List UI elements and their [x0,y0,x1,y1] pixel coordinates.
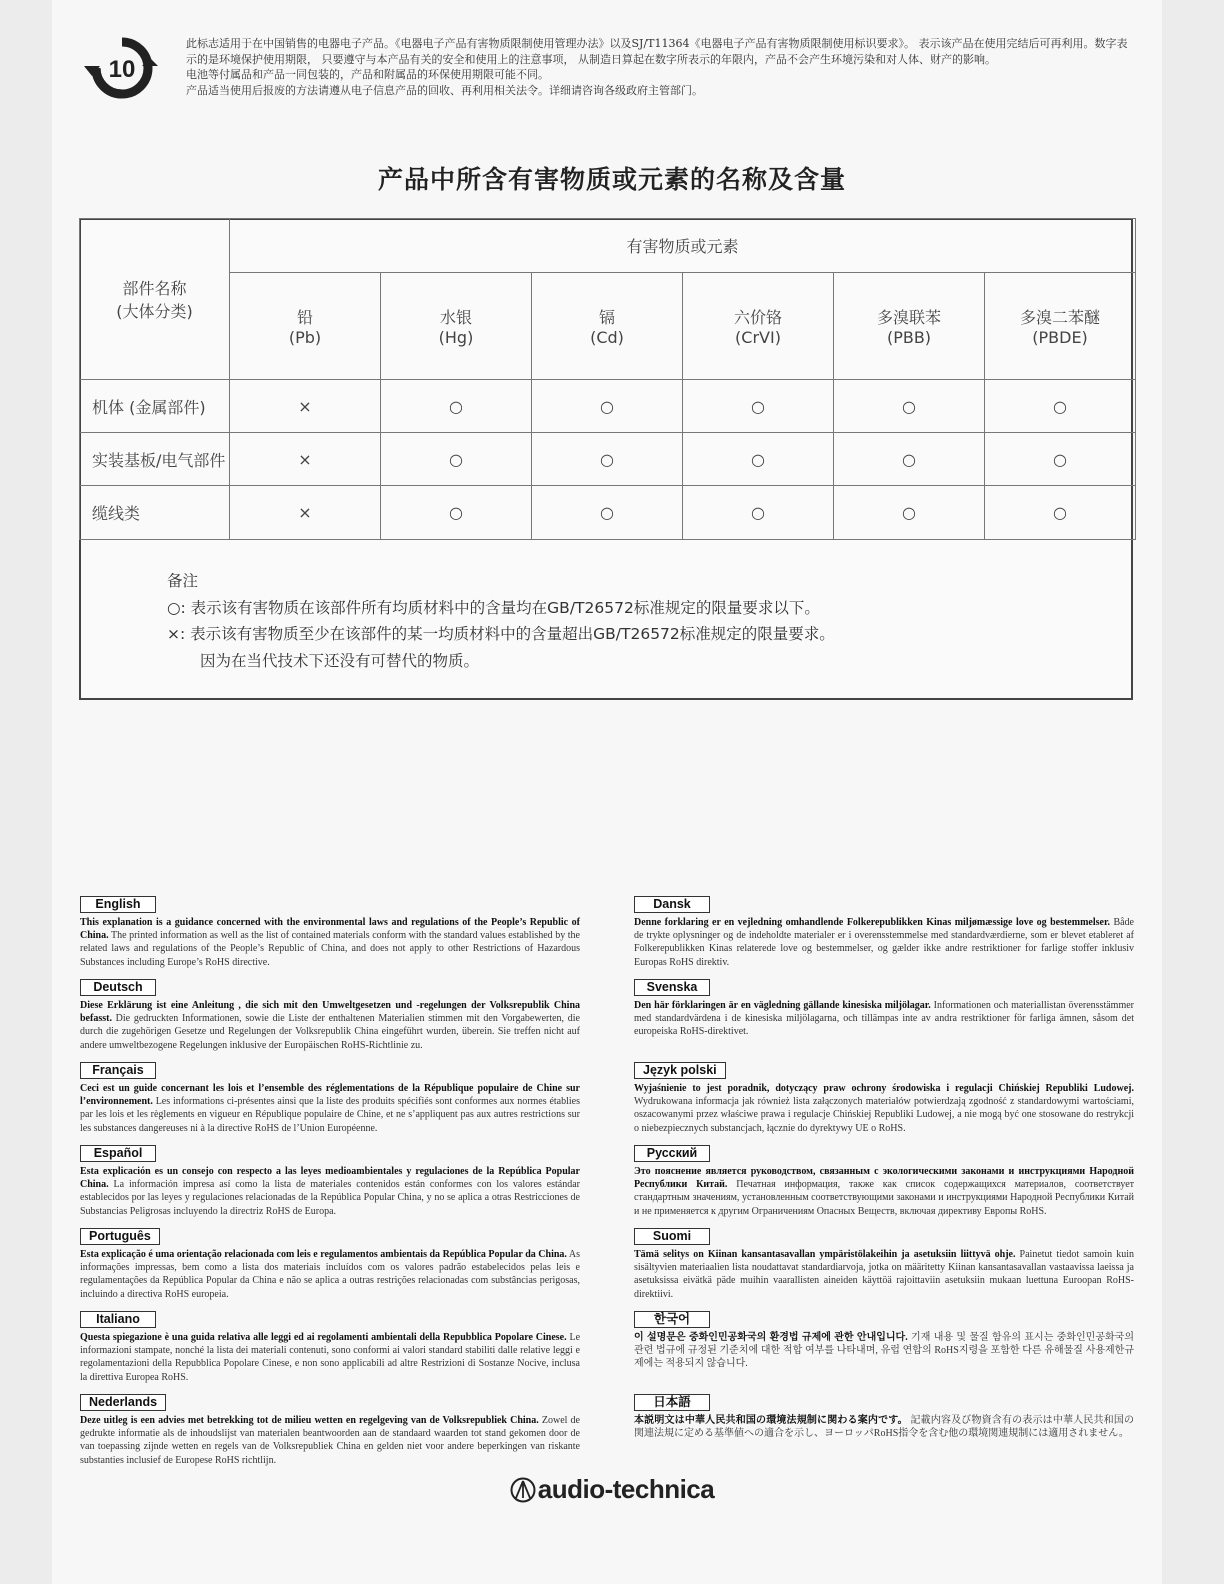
column-header: 多溴联苯 (PBB) [834,273,985,380]
table-cell: ○ [834,433,985,486]
language-tag: Русский [634,1145,710,1162]
language-tag: English [80,896,156,913]
language-tag: 日本語 [634,1394,710,1411]
language-tag: Nederlands [80,1394,166,1411]
column-header: 六价铬 (CrVI) [683,273,834,380]
column-header: 多溴二苯醚 (PBDE) [985,273,1136,380]
table-cell: ○ [381,380,532,433]
table-cell: ○ [532,380,683,433]
language-tag: Dansk [634,896,710,913]
part-header-cell [80,219,230,380]
brand-logo [0,1474,1224,1505]
table-cell: ○ [985,380,1136,433]
part-header-sub: (大体分类) [116,302,193,321]
language-tag: Português [80,1228,160,1245]
table-cell: ○ [683,380,834,433]
row-part-label: 缆线类 [80,486,230,540]
column-header: 铅 (Pb) [230,273,381,380]
language-block: Suomi Tämä selitys on Kiinan kansantasavallan ympäristölakeihin ja asetuksiin liittyvä ohje. Painetut tiedot samoin kuin sisältyvien materiaalien lista noudattavat standardiarvoja, jotka on määritetty Kiinan kansantasavallan vastaavissa laeissa ja asetuksissa eivätkä päde muihin vaarallisten aineiden käyttöä rajoittaviin asetuksiin mukaan luettuna Euroopan RoHS-direktiivi. [634,1229,1135,1300]
column-header: 镉 (Cd) [532,273,683,380]
row-part-label: 机体 (金属部件) [80,380,230,433]
notes-title: 备注 [167,572,199,590]
header-line: 产品适当使用后报废的方法请遵从电子信息产品的回收、再利用相关法令。详细请咨询各级政府主管部门。 [186,83,703,97]
language-block: Français Ceci est un guide concernant les lois et l’ensemble des réglementations de la République populaire de Chine sur l’environnement. Les informations ci-présentes ainsi que la liste des produits spécifiés sont conformes aux normes établies par les lois et les règlements en vigueur en République populaire de Chine, et ne s’appliquent pas aux autres restrictions sur les substances dangereuses ni à la directive RoHS de l’Union Européenne. [80,1063,580,1134]
table-cell: × [230,433,381,486]
language-block: Deutsch Diese Erklärung ist eine Anleitung , die sich mit den Umweltgesetzen und -regelungen der Volksrepublik China befasst. Die gedruckten Informationen, sowie die Liste der enthaltenen Materialien stimmen mit den Vorgabewerten, die durch die zugehörigen Gesetze und Regelungen der Volksrepublik China eingeführt wurden, überein. Sie treffen nicht auf andere umweltbezogene Regelungen inklusive der Europäischen RoHS-Richtlinie zu. [80,980,580,1051]
language-tag: Suomi [634,1228,710,1245]
table-cell: ○ [381,486,532,540]
table-cell: ○ [381,433,532,486]
header-line: 此标志适用于在中国销售的电器电子产品。《电器电子产品有害物质限制使用管理办法》以及SJ/T11364《电器电子产品有害物质限制使用标识要求》。 表示该产品在使用完结后可再利用。数字表示的是环境保护使用期限， 只要遵守与本产品有关的安全和使用上的注意事项， 从制造日算起在数字所表示的年限内，产品不会产生环境污染和对人体、财产的影响。 [186,37,1128,66]
language-column-right [634,893,1134,1474]
language-block: Português Esta explicação é uma orientação relacionada com leis e regulamentos ambientais da República Popular da China. As informações impressas, bem como a lista dos materiais incluídos com os valores padrão estabelecidos pelas leis e regulamentações da República Popular da China e não se aplica a outras restrições relacionadas com substâncias perigosas, incluindo a directiva RoHS europeia. [80,1229,580,1300]
language-tag: Français [80,1062,156,1079]
note-cross: ×: 表示该有害物质至少在该部件的某一均质材料中的含量超出GB/T26572标准规定的限量要求。 [167,625,835,643]
table-cell: ○ [683,433,834,486]
table-cell: ○ [985,486,1136,540]
table-cell: × [230,380,381,433]
table-cell: ○ [683,486,834,540]
table-row [80,486,1136,540]
logo-number: 10 [108,56,136,83]
language-block: Español Esta explicación es un consejo con respecto a las leyes medioambientales y regulaciones de la República Popular China. La información impresa así como la lista de materiales contenidos están conformes con los valores estándar establecidos por las leyes y regulaciones relacionadas de la República Popular China, y no se aplica a otras Restricciones de Substancias Peligrosas incluyendo la directriz RoHS de Europa. [80,1146,580,1217]
language-block: Svenska Den här förklaringen är en vägledning gällande kinesiska miljölagar. Informationen och materiallistan överensstämmer med standardvärdena i de kinesiska miljölagarna, och tillämpas inte av andra restriktioner för farliga ämnen, såsom det europeiska RoHS-direktivet. [634,980,1134,1038]
header-text [186,36,1136,98]
language-column-left [80,893,580,1474]
part-header: 部件名称 [122,279,187,298]
table-notes [167,568,835,674]
table-cell: ○ [834,380,985,433]
language-block: Русский Это пояснение является руководством, связанным с экологическими законами и инструкциями Народной Республики Китай. Печатная информация, также как список содержащихся материалов, соответствует стандартным значениям, установленным соответствующими законами и инструкциями Народной Республики Китай и не применяется к другим Ограничениям Опасных Веществ, включая директиву Европы RoHS. [634,1146,1134,1217]
substance-header: 有害物质或元素 [230,219,1136,273]
language-block: 한국어 이 설명문은 중화인민공화국의 환경법 규제에 관한 안내입니다. 기재 내용 및 물질 함유의 표시는 중화인민공화국의 관련 법규에 규정된 기준치에 대한 적합 여부를 나타내며, 유럽 연합의 RoHS지령을 포함한 다른 유해물질 사용제한규제에는 적용되지 않습니다. [634,1312,1134,1370]
table-cell: ○ [532,486,683,540]
eco-period-logo [82,36,162,100]
language-tag: 한국어 [634,1311,710,1328]
language-block: Dansk Denne forklaring er en vejledning omhandlende Folkerepublikken Kinas miljømæssige love og bestemmelser. Både de trykte oplysninger og de indeholdte materialer er i overensstemmelse med standardværdierne, som er blevet etableret af Folkerepublikken Kinas relaterede love og bestemmelser, og gælder ikke andre restriktioner for farlige stoffer inklusiv Europas RoHS direktiv. [634,897,1134,968]
language-block: Nederlands Deze uitleg is een advies met betrekking tot de milieu wetten en regelgeving van de Volksrepubliek China. Zowel de gedrukte informatie als de inhoudslijst van materialen beantwoorden aan de standaard waarden tot stand gekomen door de van toepassing zijnde wetten en regels van de Volksrepubliek China en gelden niet voor andere beperkingen van riskante substanties inclusief de Europese RoHS richtlijn. [80,1395,580,1466]
language-block: English This explanation is a guidance concerned with the environmental laws and regulations of the People’s Republic of China. The printed information as well as the list of contained materials conform with the standard values established by the related laws and regulations of the People’s Republic of China, and does not apply to other Restrictions of Hazardous Substances including Europe’s RoHS directive. [80,897,580,968]
table-cell: × [230,486,381,540]
language-tag: Svenska [634,979,710,996]
language-tag: Español [80,1145,156,1162]
note-cross-continued: 因为在当代技术下还没有可替代的物质。 [200,651,480,670]
language-block: Język polski Wyjaśnienie to jest poradnik, dotyczący praw ochrony środowiska i regulacji Chińskiej Republiki Ludowej. Wydrukowana informacja jak również lista załączonych materiałów potwierdzają zgodność z standardowymi wartościami, oszacowanymi przez właściwe prawa i regulacje Chińskiej Republiki Ludowej, a nie mogą być one stosowane do restrykcji o niebezpiecznych substancjach, łącznie do dyrektywy UE o RoHS. [634,1063,1134,1134]
table-row [80,433,1136,486]
row-part-label: 实装基板/电气部件 [80,433,230,486]
language-tag: Język polski [634,1062,726,1079]
table-cell: ○ [985,433,1136,486]
language-block: Italiano Questa spiegazione è una guida relativa alle leggi ed ai regolamenti ambientali della Repubblica Popolare Cinese. Le informazioni stampate, nonché la lista dei materiali contenuti, sono conformi ai valori standard stabiliti dalle relative leggi e regolamentazioni della Repubblica Popolare Cinese, e non sono applicabili ad altre Restrizioni di Sostanze Nocive, inclusa la direttiva Europea RoHS. [80,1312,581,1383]
language-tag: Italiano [80,1311,156,1328]
table-cell: ○ [834,486,985,540]
brand-name: audio-technica [537,1474,715,1504]
page-title: 产品中所含有害物质或元素的名称及含量 [377,165,846,194]
audio-technica-mark-icon [510,1477,536,1503]
hazardous-substance-table [79,218,1136,540]
language-tag: Deutsch [80,979,156,996]
table-cell: ○ [532,433,683,486]
table-row [80,380,1136,433]
hazardous-substance-table-box [79,218,1133,700]
header-line: 电池等付属品和产品一同包装的，产品和附属品的环保使用期限可能不同。 [186,68,549,81]
column-header: 水银 (Hg) [381,273,532,380]
note-circle: ○: 表示该有害物质在该部件所有均质材料中的含量均在GB/T26572标准规定的限量要求以下。 [167,598,820,617]
language-block: 日本語 本説明文は中華人民共和国の環境法規制に関わる案内です。 記載内容及び物資含有の表示は中華人民共和国の関連法規に定める基準値への適合を示し、ヨーロッパRoHS指令を含む他の環境関連規制には適用されません。 [634,1395,1135,1440]
